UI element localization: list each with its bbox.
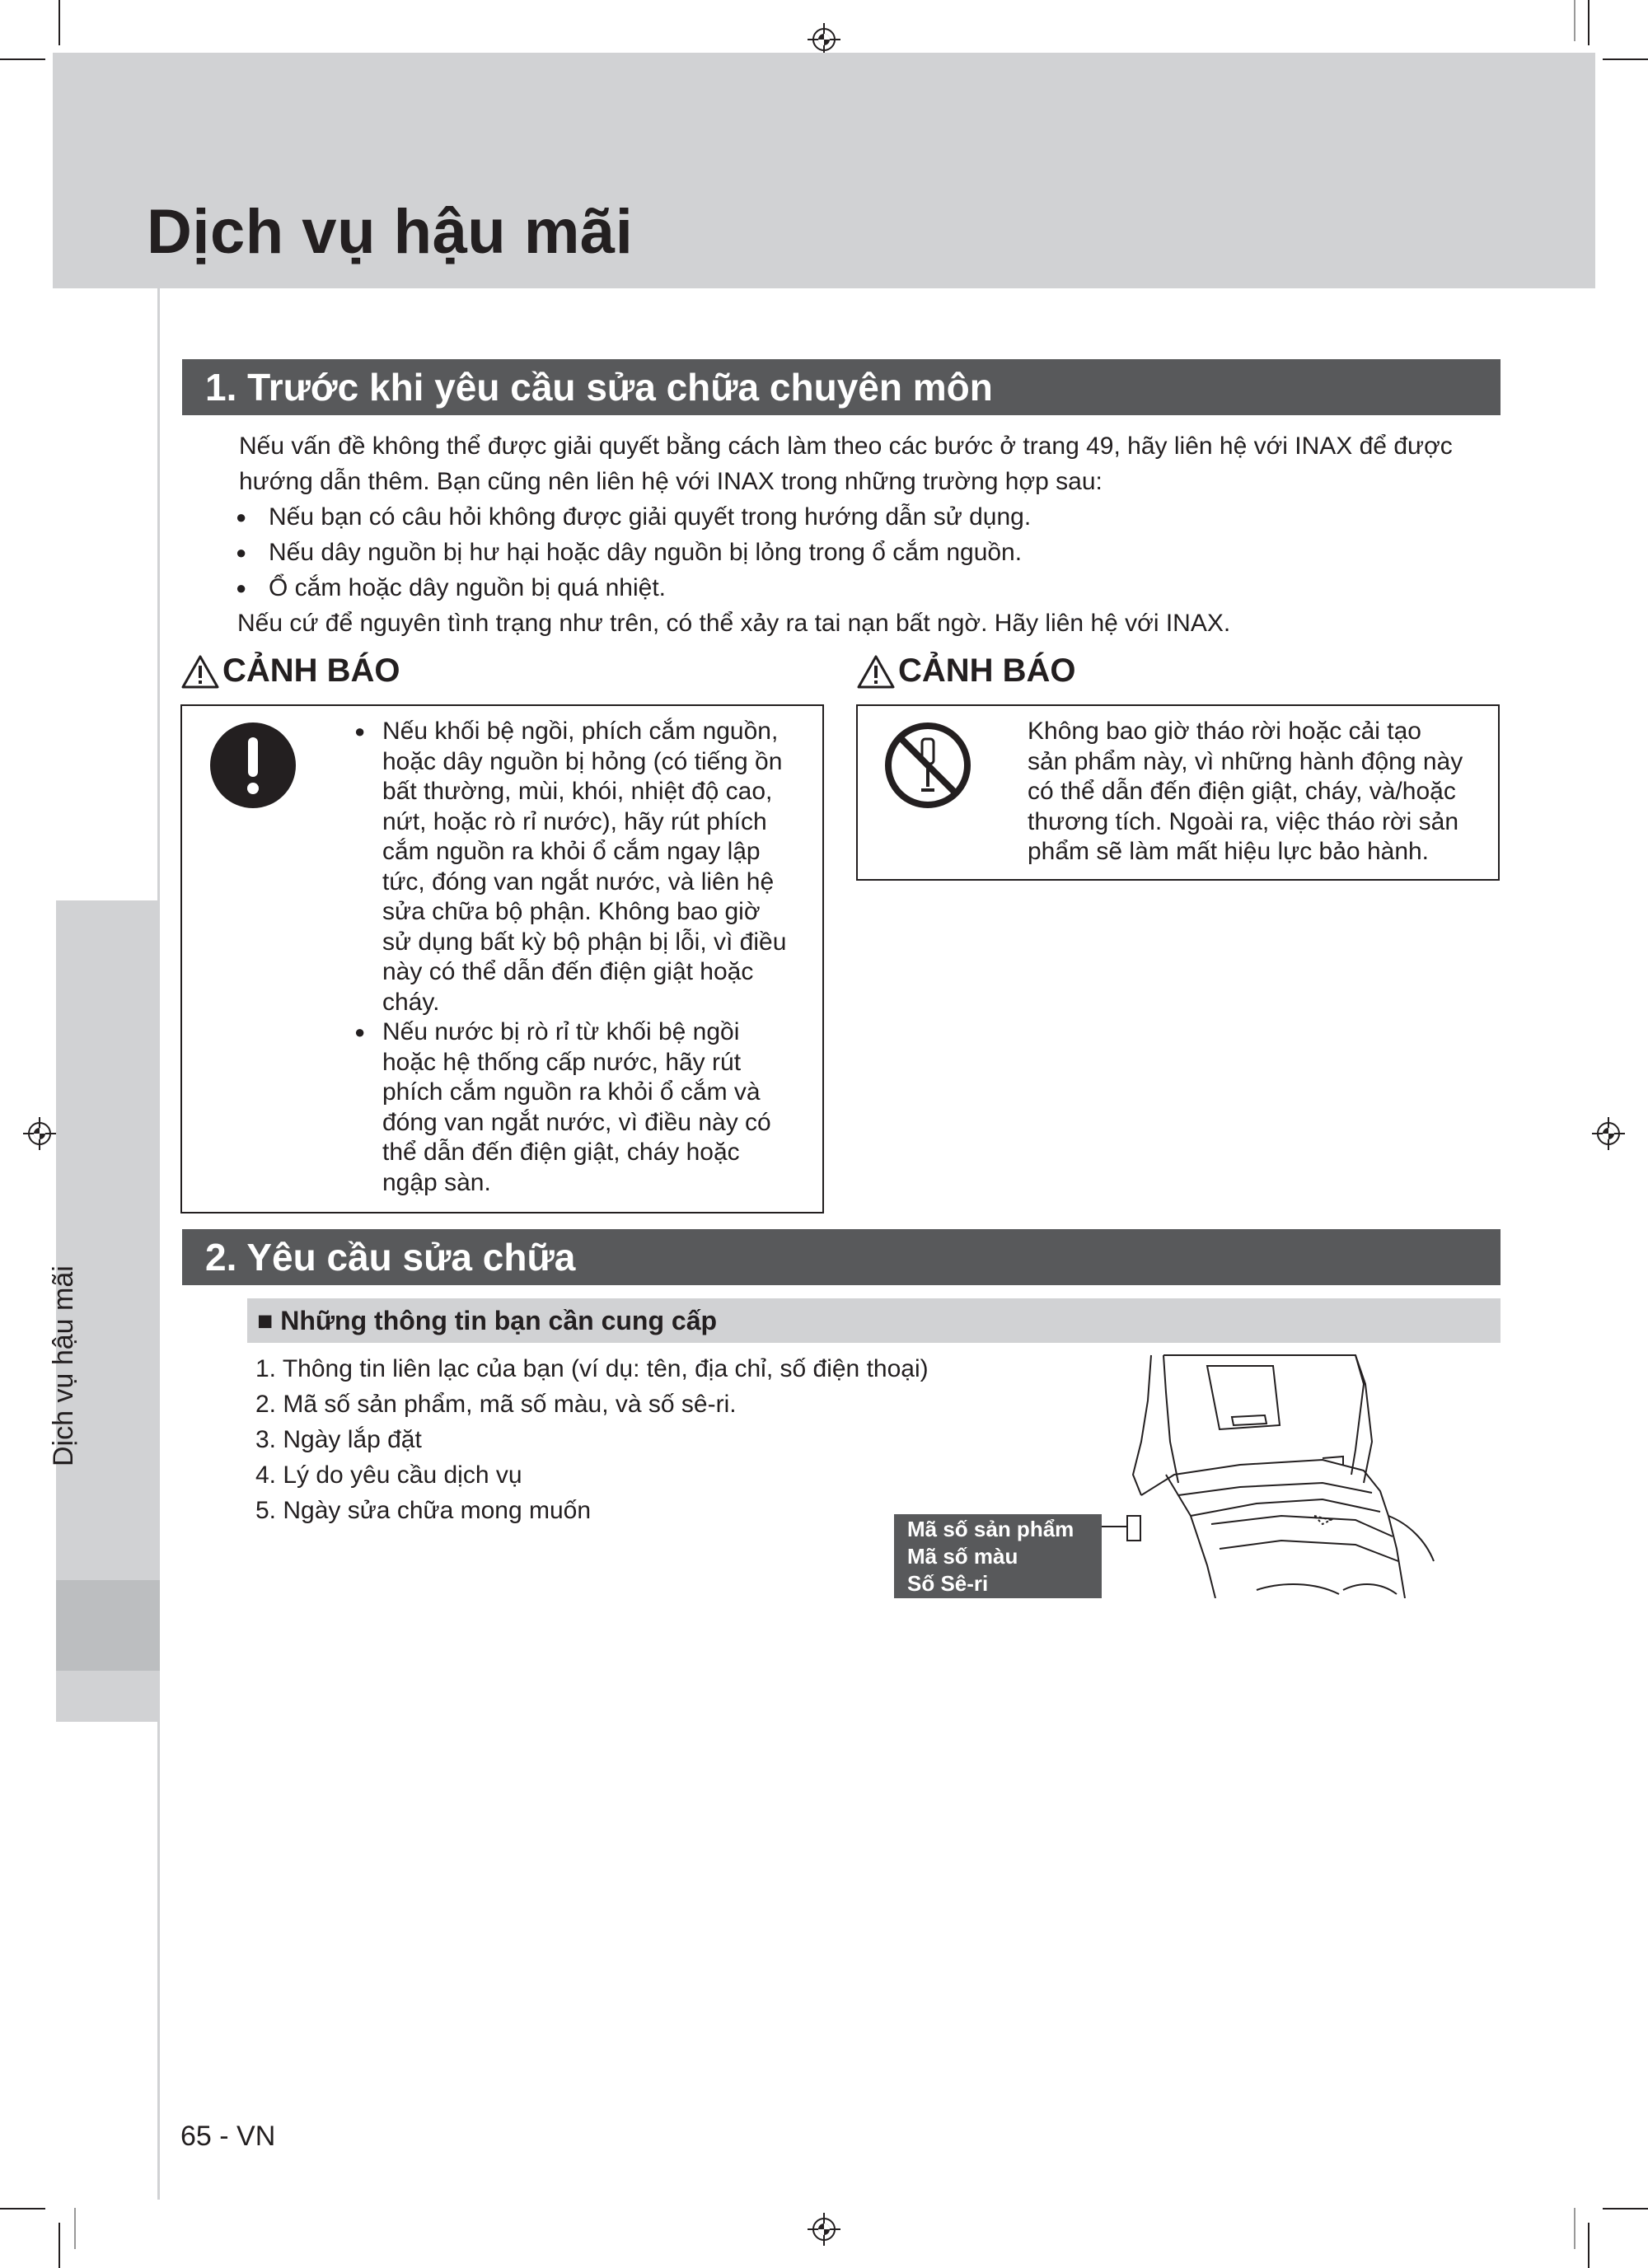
- list-item: 3. Ngày lắp đặt: [255, 1426, 422, 1453]
- list-item: 4. Lý do yêu cầu dịch vụ: [255, 1461, 522, 1489]
- no-disassembly-icon: [883, 721, 972, 810]
- intro-closing: Nếu cứ để nguyên tình trạng như trên, có thể xảy ra tai nạn bất ngờ. Hãy liên hệ với INAX.: [237, 610, 1231, 637]
- warning1-item: ● Nếu khối bệ ngồi, phích cắm nguồn, hoặc dây nguồn bị hỏng (có tiếng ồn bất thường, mùi, khói, nhiệt độ cao, nứt, hoặc rò rỉ nước), hãy rút phích cắm nguồn ra khỏi ổ cắm ngay lập tức, đóng van ngắt nước, và liên hệ sửa chữa bộ phận. Không bao giờ sử dụng bất kỳ bộ phận bị lỗi, vì điều này có thể dẫn đến điện giật hoặc cháy.: [354, 717, 786, 1017]
- section1-intro: [239, 428, 1453, 641]
- warning-title: [181, 652, 400, 690]
- crop-mark: [1603, 2208, 1648, 2210]
- warning-title: [857, 652, 1076, 690]
- registration-mark-icon: [23, 1117, 56, 1150]
- warning-title-text: CẢNH BÁO: [222, 652, 400, 689]
- side-tab-cap: [56, 1671, 160, 1722]
- crop-mark: [1574, 0, 1575, 41]
- crop-mark: [74, 2208, 76, 2249]
- intro-line: Nếu vấn đề không thể được giải quyết bằng cách làm theo các bước ở trang 49, hãy liên hệ với INAX để được: [239, 433, 1453, 460]
- page-number: 65 - VN: [180, 2121, 276, 2152]
- warning-title-text: CẢNH BÁO: [898, 652, 1076, 689]
- intro-bullet: ● Nếu bạn có câu hỏi không được giải quyết trong hướng dẫn sử dụng.: [236, 499, 1453, 535]
- crop-mark: [1588, 2223, 1589, 2268]
- section2-heading: 2. Yêu cầu sửa chữa: [182, 1229, 1501, 1285]
- crop-mark: [1603, 58, 1648, 60]
- page-title: Dịch vụ hậu mãi: [147, 197, 634, 267]
- side-tab: [56, 900, 160, 1580]
- section1-heading: 1. Trước khi yêu cầu sửa chữa chuyên môn: [182, 359, 1501, 415]
- registration-mark-icon: [808, 23, 840, 56]
- crop-mark: [1574, 2208, 1575, 2249]
- intro-bullet: ● Ổ cắm hoặc dây nguồn bị quá nhiệt.: [236, 570, 1453, 606]
- intro-bullet: ● Nếu dây nguồn bị hư hại hoặc dây nguồn bị lỏng trong ổ cắm nguồn.: [236, 535, 1453, 570]
- warning-triangle-icon: [857, 654, 895, 689]
- list-item: 2. Mã số sản phẩm, mã số màu, và số sê-ri.: [255, 1391, 737, 1418]
- exclamation-mandatory-icon: [208, 721, 297, 810]
- warning2-text: Không bao giờ tháo rời hoặc cải tạo sản phẩm này, vì những hành động này có thể dẫn đến điện giật, cháy, và/hoặc thương tích. Ngoài ra, việc tháo rời sản phẩm sẽ làm mất hiệu lực bảo hành.: [1028, 718, 1463, 865]
- subheading: ■ Những thông tin bạn cần cung cấp: [257, 1306, 718, 1335]
- side-tab-label: Dịch vụ hậu mãi: [48, 1265, 79, 1466]
- crop-mark: [0, 58, 45, 60]
- list-item: 5. Ngày sửa chữa mong muốn: [255, 1497, 592, 1524]
- label-callout: Mã số sản phẩm Mã số màu Số Sê-ri: [907, 1517, 1074, 1596]
- intro-line: hướng dẫn thêm. Bạn cũng nên liên hệ với INAX trong những trường hợp sau:: [239, 468, 1103, 495]
- list-item: 1. Thông tin liên lạc của bạn (ví dụ: tên, địa chỉ, số điện thoại): [255, 1355, 929, 1382]
- crop-mark: [1588, 0, 1589, 45]
- registration-mark-icon: [808, 2213, 840, 2246]
- side-tab-marker: [56, 1580, 160, 1671]
- crop-mark: [0, 2208, 45, 2210]
- warning-triangle-icon: [181, 654, 219, 689]
- info-list: [255, 1351, 929, 1528]
- crop-mark: [59, 0, 60, 45]
- warning1-list: [354, 717, 786, 1198]
- warning1-item: ● Nếu nước bị rò rỉ từ khối bệ ngồi hoặc hệ thống cấp nước, hãy rút phích cắm nguồn ra khỏi ổ cắm và đóng van ngắt nước, vì điều này có thể dẫn đến điện giật, cháy hoặc ngập sàn.: [354, 1017, 786, 1198]
- crop-mark: [59, 2223, 60, 2268]
- registration-mark-icon: [1592, 1117, 1625, 1150]
